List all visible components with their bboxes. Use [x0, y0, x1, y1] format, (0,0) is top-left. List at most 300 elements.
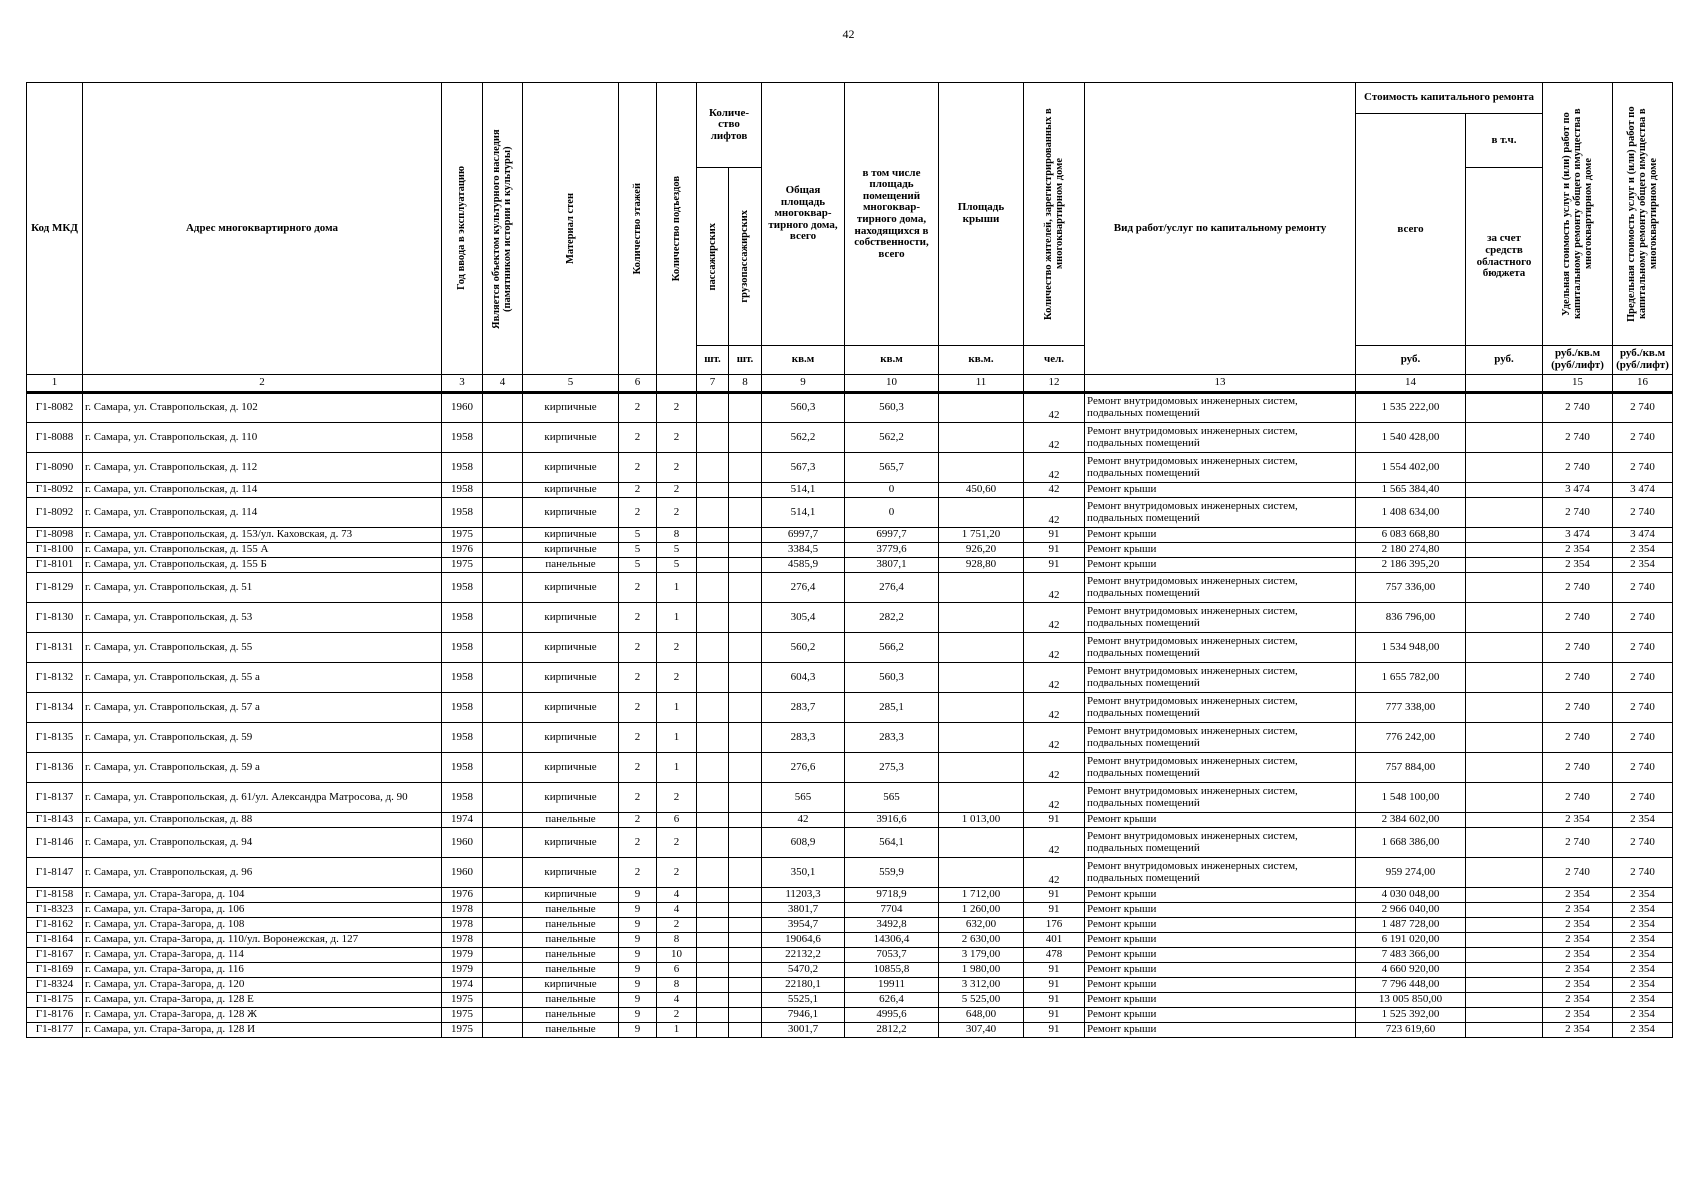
cell-entrances: 1: [657, 603, 697, 633]
cell-residents: 42: [1024, 693, 1085, 723]
cell-lift-cargo: [729, 483, 762, 498]
cell-max-cost: 2 740: [1613, 633, 1673, 663]
cell-work-type: Ремонт внутридомовых инженерных систем, подвальных помещений: [1085, 753, 1356, 783]
unit-cost-total: руб.: [1356, 346, 1466, 375]
cell-floors: 9: [619, 948, 657, 963]
cell-lift-pass: [697, 558, 729, 573]
cell-total-area: 22132,2: [762, 948, 845, 963]
cell-lift-cargo: [729, 573, 762, 603]
cell-address: г. Самара, ул. Ставропольская, д. 96: [83, 858, 442, 888]
cell-unit-cost: 3 474: [1543, 483, 1613, 498]
cell-year: 1958: [442, 693, 483, 723]
cell-owned-area: 10855,8: [845, 963, 939, 978]
cell-material: кирпичные: [523, 603, 619, 633]
unit-roof-area: кв.м.: [939, 346, 1024, 375]
cell-material: кирпичные: [523, 693, 619, 723]
cell-material: панельные: [523, 1008, 619, 1023]
cell-year: 1958: [442, 573, 483, 603]
cell-total-area: 305,4: [762, 603, 845, 633]
cell-lift-cargo: [729, 813, 762, 828]
cell-floors: 2: [619, 723, 657, 753]
cell-total-area: 22180,1: [762, 978, 845, 993]
cell-roof-area: 2 630,00: [939, 933, 1024, 948]
cell-lift-pass: [697, 483, 729, 498]
cell-owned-area: 566,2: [845, 633, 939, 663]
cell-heritage: [483, 693, 523, 723]
cell-year: 1958: [442, 723, 483, 753]
cell-cost-region: [1466, 543, 1543, 558]
cell-total-area: 567,3: [762, 453, 845, 483]
cell-cost-region: [1466, 528, 1543, 543]
cell-lift-cargo: [729, 723, 762, 753]
cell-lift-cargo: [729, 753, 762, 783]
cell-material: панельные: [523, 948, 619, 963]
table-row: [27, 693, 1673, 723]
cell-address: г. Самара, ул. Ставропольская, д. 61/ул. Александра Матросова, д. 90: [83, 783, 442, 813]
cell-roof-area: 450,60: [939, 483, 1024, 498]
cell-work-type: Ремонт крыши: [1085, 1008, 1356, 1023]
cell-lift-cargo: [729, 783, 762, 813]
table-row: [27, 783, 1673, 813]
cell-entrances: 4: [657, 993, 697, 1008]
cell-work-type: Ремонт внутридомовых инженерных систем, подвальных помещений: [1085, 693, 1356, 723]
cell-year: 1978: [442, 918, 483, 933]
cell-cost-total: 7 483 366,00: [1356, 948, 1466, 963]
cell-year: 1958: [442, 423, 483, 453]
cell-unit-cost: 2 740: [1543, 573, 1613, 603]
cell-cost-region: [1466, 573, 1543, 603]
cell-heritage: [483, 948, 523, 963]
cell-material: кирпичные: [523, 573, 619, 603]
cell-residents: 42: [1024, 483, 1085, 498]
cell-cost-region: [1466, 948, 1543, 963]
table-row: [27, 573, 1673, 603]
column-number: 7: [697, 375, 729, 393]
cell-cost-region: [1466, 753, 1543, 783]
cell-residents: 91: [1024, 963, 1085, 978]
cell-cost-total: 4 660 920,00: [1356, 963, 1466, 978]
cell-unit-cost: 2 354: [1543, 918, 1613, 933]
cell-cost-total: 6 191 020,00: [1356, 933, 1466, 948]
cell-residents: 42: [1024, 828, 1085, 858]
cell-owned-area: 3492,8: [845, 918, 939, 933]
cell-floors: 2: [619, 633, 657, 663]
cell-entrances: 1: [657, 573, 697, 603]
cell-material: кирпичные: [523, 753, 619, 783]
cell-work-type: Ремонт крыши: [1085, 1023, 1356, 1038]
cell-year: 1975: [442, 528, 483, 543]
cell-residents: 42: [1024, 753, 1085, 783]
header-owned-area: в том числе площадь помещений многоквар- тирного дома, находящихся в собственности, всего: [845, 83, 939, 346]
cell-entrances: 4: [657, 903, 697, 918]
cell-entrances: 2: [657, 858, 697, 888]
cell-residents: 42: [1024, 663, 1085, 693]
cell-cost-total: 1 554 402,00: [1356, 453, 1466, 483]
cell-lift-pass: [697, 573, 729, 603]
cell-year: 1979: [442, 948, 483, 963]
cell-material: кирпичные: [523, 978, 619, 993]
column-number: 6: [619, 375, 657, 393]
cell-lift-cargo: [729, 693, 762, 723]
cell-owned-area: 9718,9: [845, 888, 939, 903]
header-heritage: Является объектом культурного наследия (памятником истории и культуры): [483, 83, 523, 375]
cell-material: панельные: [523, 813, 619, 828]
column-number: 12: [1024, 375, 1085, 393]
table-row: [27, 723, 1673, 753]
cell-heritage: [483, 903, 523, 918]
cell-unit-cost: 2 354: [1543, 1023, 1613, 1038]
cell-lift-pass: [697, 693, 729, 723]
cell-roof-area: 1 980,00: [939, 963, 1024, 978]
cell-year: 1976: [442, 543, 483, 558]
cell-cost-total: 6 083 668,80: [1356, 528, 1466, 543]
cell-total-area: 3954,7: [762, 918, 845, 933]
table-row: [27, 753, 1673, 783]
cell-max-cost: 2 740: [1613, 783, 1673, 813]
cell-code: Г1-8135: [27, 723, 83, 753]
cell-address: г. Самара, ул. Ставропольская, д. 155 А: [83, 543, 442, 558]
cell-heritage: [483, 783, 523, 813]
cell-cost-region: [1466, 498, 1543, 528]
table-body: [27, 393, 1673, 1038]
cell-heritage: [483, 393, 523, 423]
cell-lift-pass: [697, 1008, 729, 1023]
cell-residents: 91: [1024, 903, 1085, 918]
table-row: [27, 978, 1673, 993]
cell-lift-cargo: [729, 558, 762, 573]
cell-total-area: 350,1: [762, 858, 845, 888]
cell-code: Г1-8164: [27, 933, 83, 948]
cell-cost-total: 757 884,00: [1356, 753, 1466, 783]
cell-residents: 91: [1024, 528, 1085, 543]
cell-work-type: Ремонт крыши: [1085, 963, 1356, 978]
cell-material: панельные: [523, 963, 619, 978]
cell-owned-area: 275,3: [845, 753, 939, 783]
cell-work-type: Ремонт крыши: [1085, 813, 1356, 828]
cell-cost-total: 723 619,60: [1356, 1023, 1466, 1038]
cell-entrances: 1: [657, 753, 697, 783]
cell-floors: 5: [619, 528, 657, 543]
cell-unit-cost: 2 740: [1543, 393, 1613, 423]
cell-heritage: [483, 963, 523, 978]
cell-max-cost: 2 740: [1613, 828, 1673, 858]
cell-total-area: 3001,7: [762, 1023, 845, 1038]
cell-floors: 2: [619, 573, 657, 603]
cell-residents: 91: [1024, 558, 1085, 573]
cell-cost-region: [1466, 663, 1543, 693]
cell-material: кирпичные: [523, 723, 619, 753]
cell-work-type: Ремонт внутридомовых инженерных систем, подвальных помещений: [1085, 858, 1356, 888]
table-row: [27, 828, 1673, 858]
cell-lift-cargo: [729, 393, 762, 423]
cell-max-cost: 2 740: [1613, 753, 1673, 783]
cell-lift-cargo: [729, 543, 762, 558]
cell-lift-cargo: [729, 963, 762, 978]
cell-lift-pass: [697, 978, 729, 993]
cell-max-cost: 2 354: [1613, 918, 1673, 933]
cell-total-area: 283,3: [762, 723, 845, 753]
cell-floors: 2: [619, 393, 657, 423]
cell-code: Г1-8101: [27, 558, 83, 573]
cell-owned-area: 565: [845, 783, 939, 813]
cell-work-type: Ремонт крыши: [1085, 918, 1356, 933]
cell-roof-area: [939, 858, 1024, 888]
cell-floors: 2: [619, 423, 657, 453]
cell-owned-area: 562,2: [845, 423, 939, 453]
cell-lift-cargo: [729, 423, 762, 453]
header-lift-cargo: грузопассажирских: [729, 168, 762, 346]
cell-roof-area: [939, 498, 1024, 528]
cell-entrances: 4: [657, 888, 697, 903]
cell-address: г. Самара, ул. Ставропольская, д. 57 а: [83, 693, 442, 723]
cell-residents: 42: [1024, 453, 1085, 483]
cell-lift-pass: [697, 963, 729, 978]
cell-lift-pass: [697, 813, 729, 828]
cell-max-cost: 2 354: [1613, 903, 1673, 918]
cell-code: Г1-8158: [27, 888, 83, 903]
cell-residents: 91: [1024, 813, 1085, 828]
cell-owned-area: 7053,7: [845, 948, 939, 963]
cell-material: кирпичные: [523, 498, 619, 528]
cell-heritage: [483, 918, 523, 933]
unit-max-cost: руб./кв.м (руб/лифт): [1613, 346, 1673, 375]
cell-roof-area: [939, 423, 1024, 453]
cell-residents: 91: [1024, 888, 1085, 903]
cell-lift-cargo: [729, 498, 762, 528]
cell-residents: 42: [1024, 858, 1085, 888]
cell-cost-total: 1 408 634,00: [1356, 498, 1466, 528]
table-row: [27, 663, 1673, 693]
capital-repair-table: [26, 82, 1673, 1038]
cell-floors: 2: [619, 828, 657, 858]
cell-cost-region: [1466, 783, 1543, 813]
cell-year: 1958: [442, 663, 483, 693]
cell-total-area: 560,3: [762, 393, 845, 423]
cell-total-area: 514,1: [762, 483, 845, 498]
cell-total-area: 6997,7: [762, 528, 845, 543]
cell-floors: 2: [619, 753, 657, 783]
cell-lift-cargo: [729, 888, 762, 903]
cell-floors: 2: [619, 783, 657, 813]
cell-floors: 2: [619, 603, 657, 633]
cell-max-cost: 3 474: [1613, 528, 1673, 543]
cell-lift-pass: [697, 498, 729, 528]
cell-work-type: Ремонт крыши: [1085, 528, 1356, 543]
cell-roof-area: [939, 453, 1024, 483]
cell-unit-cost: 2 354: [1543, 903, 1613, 918]
cell-address: г. Самара, ул. Ставропольская, д. 88: [83, 813, 442, 828]
cell-code: Г1-8132: [27, 663, 83, 693]
cell-owned-area: 559,9: [845, 858, 939, 888]
cell-total-area: 5525,1: [762, 993, 845, 1008]
header-address: Адрес многоквартирного дома: [83, 83, 442, 375]
cell-residents: 42: [1024, 603, 1085, 633]
cell-cost-total: 1 565 384,40: [1356, 483, 1466, 498]
unit-owned-area: кв.м: [845, 346, 939, 375]
cell-cost-total: 2 384 602,00: [1356, 813, 1466, 828]
cell-max-cost: 2 354: [1613, 813, 1673, 828]
cell-year: 1975: [442, 558, 483, 573]
table-row: [27, 528, 1673, 543]
cell-work-type: Ремонт внутридомовых инженерных систем, подвальных помещений: [1085, 603, 1356, 633]
header-work-type: Вид работ/услуг по капитальному ремонту: [1085, 83, 1356, 375]
cell-address: г. Самара, ул. Стара-Загора, д. 104: [83, 888, 442, 903]
cell-total-area: 276,4: [762, 573, 845, 603]
cell-lift-pass: [697, 453, 729, 483]
column-number: 4: [483, 375, 523, 393]
cell-roof-area: 648,00: [939, 1008, 1024, 1023]
cell-cost-region: [1466, 978, 1543, 993]
cell-max-cost: 3 474: [1613, 483, 1673, 498]
cell-roof-area: [939, 603, 1024, 633]
cell-residents: 91: [1024, 1008, 1085, 1023]
cell-residents: 91: [1024, 993, 1085, 1008]
cell-heritage: [483, 753, 523, 783]
header-cost-total: всего: [1356, 114, 1466, 346]
cell-total-area: 608,9: [762, 828, 845, 858]
cell-material: кирпичные: [523, 783, 619, 813]
cell-cost-region: [1466, 483, 1543, 498]
unit-residents: чел.: [1024, 346, 1085, 375]
cell-floors: 5: [619, 558, 657, 573]
cell-roof-area: [939, 783, 1024, 813]
cell-unit-cost: 2 740: [1543, 453, 1613, 483]
cell-code: Г1-8176: [27, 1008, 83, 1023]
cell-cost-region: [1466, 858, 1543, 888]
cell-roof-area: [939, 693, 1024, 723]
cell-cost-region: [1466, 633, 1543, 663]
cell-material: кирпичные: [523, 453, 619, 483]
cell-address: г. Самара, ул. Ставропольская, д. 53: [83, 603, 442, 633]
column-number: 16: [1613, 375, 1673, 393]
cell-lift-pass: [697, 948, 729, 963]
cell-owned-area: 3807,1: [845, 558, 939, 573]
cell-lift-pass: [697, 393, 729, 423]
cell-owned-area: 564,1: [845, 828, 939, 858]
cell-lift-pass: [697, 633, 729, 663]
cell-roof-area: [939, 633, 1024, 663]
cell-cost-region: [1466, 393, 1543, 423]
cell-heritage: [483, 453, 523, 483]
cell-max-cost: 2 740: [1613, 573, 1673, 603]
cell-entrances: 6: [657, 963, 697, 978]
cell-code: Г1-8088: [27, 423, 83, 453]
cell-code: Г1-8167: [27, 948, 83, 963]
cell-cost-total: 777 338,00: [1356, 693, 1466, 723]
cell-cost-region: [1466, 1008, 1543, 1023]
cell-cost-total: 1 668 386,00: [1356, 828, 1466, 858]
cell-residents: 42: [1024, 573, 1085, 603]
cell-owned-area: 4995,6: [845, 1008, 939, 1023]
header-total-area: Общая площадь многоквар- тирного дома, всего: [762, 83, 845, 346]
cell-year: 1960: [442, 393, 483, 423]
cell-work-type: Ремонт крыши: [1085, 558, 1356, 573]
cell-heritage: [483, 858, 523, 888]
cell-lift-cargo: [729, 828, 762, 858]
cell-address: г. Самара, ул. Стара-Загора, д. 128 Ж: [83, 1008, 442, 1023]
unit-total-area: кв.м: [762, 346, 845, 375]
cell-heritage: [483, 888, 523, 903]
table-row: [27, 498, 1673, 528]
cell-lift-cargo: [729, 603, 762, 633]
cell-unit-cost: 2 354: [1543, 963, 1613, 978]
cell-cost-total: 4 030 048,00: [1356, 888, 1466, 903]
cell-heritage: [483, 993, 523, 1008]
cell-cost-region: [1466, 828, 1543, 858]
cell-cost-total: 13 005 850,00: [1356, 993, 1466, 1008]
cell-max-cost: 2 740: [1613, 423, 1673, 453]
cell-floors: 2: [619, 813, 657, 828]
cell-owned-area: 285,1: [845, 693, 939, 723]
cell-entrances: 1: [657, 1023, 697, 1038]
column-number: 13: [1085, 375, 1356, 393]
cell-cost-region: [1466, 888, 1543, 903]
cell-lift-pass: [697, 933, 729, 948]
cell-address: г. Самара, ул. Ставропольская, д. 59 а: [83, 753, 442, 783]
cell-owned-area: 0: [845, 498, 939, 528]
cell-material: кирпичные: [523, 543, 619, 558]
column-number: 10: [845, 375, 939, 393]
cell-lift-cargo: [729, 858, 762, 888]
cell-code: Г1-8090: [27, 453, 83, 483]
cell-unit-cost: 2 354: [1543, 813, 1613, 828]
cell-entrances: 5: [657, 543, 697, 558]
column-number: 3: [442, 375, 483, 393]
cell-lift-cargo: [729, 978, 762, 993]
cell-unit-cost: 2 740: [1543, 828, 1613, 858]
table-row: [27, 603, 1673, 633]
cell-max-cost: 2 354: [1613, 993, 1673, 1008]
cell-roof-area: 3 179,00: [939, 948, 1024, 963]
cell-code: Г1-8098: [27, 528, 83, 543]
header-cost-region: за счет средств областного бюджета: [1466, 168, 1543, 346]
cell-work-type: Ремонт крыши: [1085, 948, 1356, 963]
cell-floors: 2: [619, 858, 657, 888]
cell-entrances: 2: [657, 663, 697, 693]
header-year: Год ввода в эксплуатацию: [442, 83, 483, 375]
cell-floors: 2: [619, 498, 657, 528]
cell-unit-cost: 2 354: [1543, 948, 1613, 963]
column-number: 15: [1543, 375, 1613, 393]
cell-roof-area: [939, 573, 1024, 603]
table-header: [27, 83, 1673, 393]
cell-address: г. Самара, ул. Стара-Загора, д. 120: [83, 978, 442, 993]
cell-work-type: Ремонт крыши: [1085, 903, 1356, 918]
cell-year: 1978: [442, 903, 483, 918]
cell-unit-cost: 2 740: [1543, 423, 1613, 453]
cell-code: Г1-8130: [27, 603, 83, 633]
cell-lift-pass: [697, 603, 729, 633]
cell-entrances: 8: [657, 528, 697, 543]
cell-entrances: 10: [657, 948, 697, 963]
cell-unit-cost: 2 740: [1543, 783, 1613, 813]
table-row: [27, 633, 1673, 663]
cell-lift-pass: [697, 888, 729, 903]
column-number: 14: [1356, 375, 1466, 393]
cell-owned-area: 14306,4: [845, 933, 939, 948]
cell-lift-pass: [697, 423, 729, 453]
cell-cost-region: [1466, 1023, 1543, 1038]
cell-entrances: 2: [657, 483, 697, 498]
cell-code: Г1-8137: [27, 783, 83, 813]
cell-max-cost: 2 354: [1613, 558, 1673, 573]
cell-cost-total: 1 534 948,00: [1356, 633, 1466, 663]
cell-year: 1960: [442, 858, 483, 888]
cell-max-cost: 2 354: [1613, 888, 1673, 903]
cell-address: г. Самара, ул. Стара-Загора, д. 128 И: [83, 1023, 442, 1038]
cell-cost-total: 1 487 728,00: [1356, 918, 1466, 933]
cell-residents: 176: [1024, 918, 1085, 933]
